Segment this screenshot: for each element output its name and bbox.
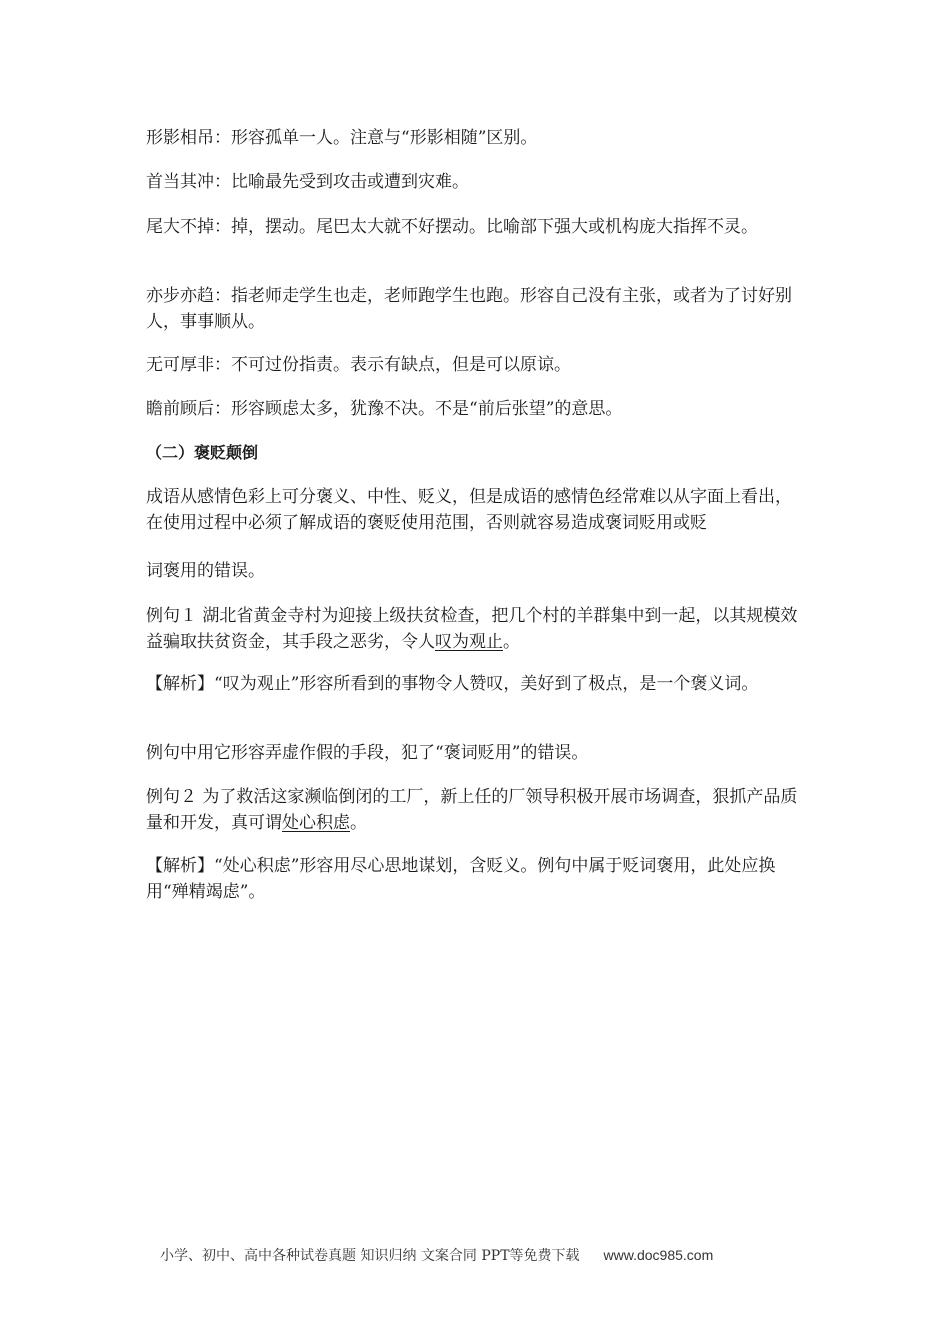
analysis-2: 【解析】“处心积虑”形容用尽心思地谋划，含贬义。例句中属于贬词褒用，此处应换用“殚精竭虑”。 — [146, 856, 776, 902]
section-intro-continued: 词褒用的错误。 — [146, 561, 265, 581]
example-1-text: 例句１ 湖北省黄金寺村为迎接上级扶贫检查，把几个村的羊群集中到一起，以其规模效益骗取扶贫资金，其手段之恶劣，令人 — [146, 606, 798, 652]
idiom-entry-shoudangqichong: 首当其冲：比喻最先受到攻击或遭到灾难。 — [146, 172, 469, 192]
idiom-entry-wukehoufei: 无可厚非：不可过份指责。表示有缺点，但是可以原谅。 — [146, 355, 571, 375]
example-2 — [146, 784, 806, 836]
document-page — [146, 0, 806, 1344]
idiom-entry-weidabudiao: 尾大不掉：掉，摆动。尾巴太大就不好摆动。比喻部下强大或机构庞大指挥不灵。 — [146, 217, 758, 237]
section-intro: 成语从感情色彩上可分褒义、中性、贬义，但是成语的感情色经常难以从字面上看出，在使用过程中必须了解成语的褒贬使用范围，否则就容易造成褒词贬用或贬 — [146, 487, 792, 533]
idiom-entry-yibuyiqu: 亦步亦趋：指老师走学生也走，老师跑学生也跑。形容自己没有主张，或者为了讨好别人，事事顺从。 — [146, 286, 792, 332]
idiom-entry-xingyingxiangdiao: 形影相吊：形容孤单一人。注意与“形影相随”区别。 — [146, 128, 538, 148]
example-1-idiom: 叹为观止 — [435, 632, 503, 652]
analysis-1: 【解析】“叹为观止”形容所看到的事物令人赞叹，美好到了极点，是一个褒义词。 — [146, 674, 759, 694]
example-1 — [146, 603, 806, 655]
example-2-text: 例句２ 为了救活这家濒临倒闭的工厂，新上任的厂领导积极开展市场调查，狠抓产品质量和开发，真可谓 — [146, 787, 798, 833]
example-1-end: 。 — [503, 632, 520, 652]
page-footer — [160, 1243, 800, 1267]
footer-text: 小学、初中、高中各种试卷真题 知识归纳 文案合同 PPT等免费下载 — [160, 1248, 580, 1264]
idiom-entry-zhanqianguhou: 瞻前顾后：形容顾虑太多，犹豫不决。不是“前后张望”的意思。 — [146, 399, 623, 419]
footer-url: www.doc985.com — [603, 1247, 714, 1263]
section-heading: （二）褒贬颠倒 — [146, 443, 259, 462]
example-2-idiom: 处心积虑 — [282, 813, 350, 833]
analysis-1-continued: 例句中用它形容弄虚作假的手段，犯了“褒词贬用”的错误。 — [146, 743, 589, 763]
example-2-end: 。 — [350, 813, 367, 833]
